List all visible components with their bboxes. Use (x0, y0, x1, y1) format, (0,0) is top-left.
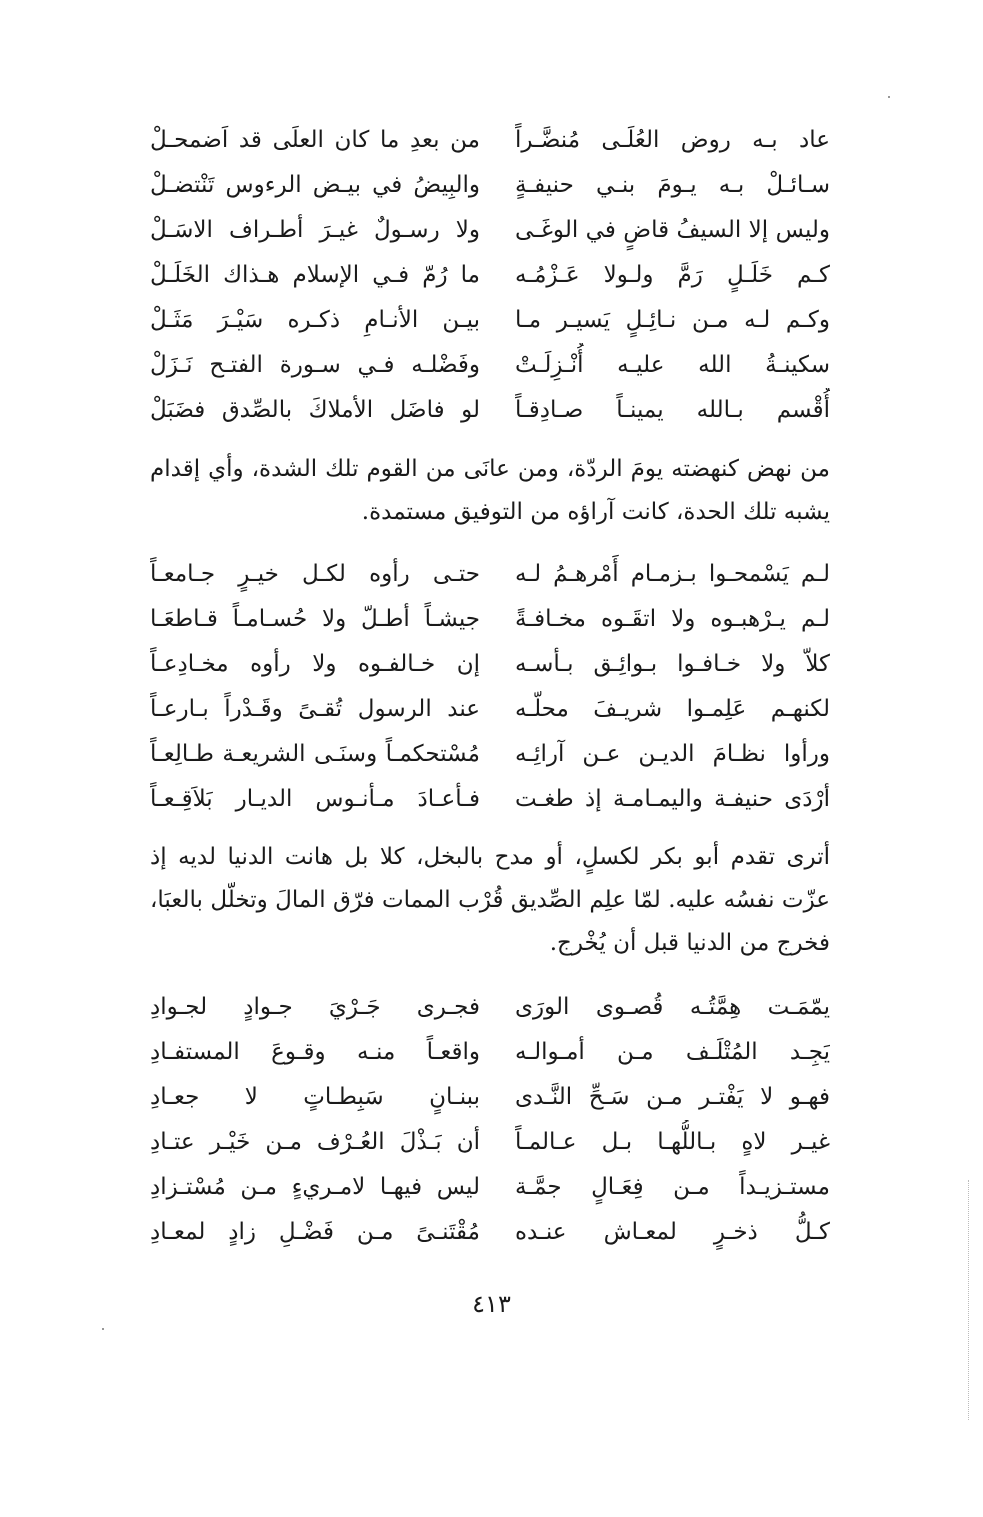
verse-second-hemistich: ببنـانٍ سَبِطـاتٍ لا جعـادِ (150, 1084, 480, 1110)
verse-first-hemistich: كـم خَلَـلٍ رَمَّ ولـولا عَـزْمُـه (515, 262, 830, 288)
verse-first-hemistich: وليس إلا السيفُ قاضٍ في الوغَـى (515, 217, 830, 243)
poem-section-1 (150, 118, 830, 433)
verse-first-hemistich: أُقْسم بـالله يمينـاً صـادِقـاً (515, 397, 830, 423)
verse-second-hemistich: لو فاضَل الأملاكَ بالصِّدق فضَبَلْ (150, 397, 480, 423)
verse-row (150, 552, 830, 597)
verse-row (150, 343, 830, 388)
prose-paragraph-2: أترى تقدم أبو بكر لكسلٍ، أو مدح بالبخل، كلا بل هانت الدنيا لديه إذ عزّت نفسُه عليه. لمّا علِم الصِّديق قُرْب الممات فرّق المالَ وتخلّل بالعبَا، فخرج من الدنيا قبل أن يُخْرج. (150, 844, 830, 956)
verse-first-hemistich: يمّمَـت هِمَّتُـه قُصـوى الورَى (515, 994, 830, 1020)
verse-first-hemistich: كلاّ ولا خـافـوا بـوائِـق بـأسـه (515, 651, 830, 677)
verse-row (150, 298, 830, 343)
verse-second-hemistich: فجـرى جَـرْيَ جـوادٍ لجـوادِ (150, 994, 480, 1020)
verse-row (150, 163, 830, 208)
verse-first-hemistich: ورأوا نظـامَ الديـن عـن آرائِـه (515, 741, 830, 767)
verse-second-hemistich: إن خـالفـوه ولا رأوه مخـادِعـاً (150, 651, 480, 677)
verse-row (150, 1075, 830, 1120)
verse-second-hemistich: والبِيضُ في بيـض الرءوس تَنْتضـلْ (150, 172, 480, 198)
verse-row (150, 1210, 830, 1255)
verse-second-hemistich: من بعدِ ما كان العلَى قد اَضمحـلْ (150, 127, 480, 153)
verse-first-hemistich: فهـو لا يَفْتـر مـن سَـحِّ النَّـدى (515, 1084, 830, 1110)
verse-first-hemistich: لـم يـرْهبـوه ولا اتقَـوه مخـافـةً (515, 606, 830, 632)
verse-first-hemistich: وكـم لـه مـن نـائِـلٍ يَسيـر مـا (515, 307, 830, 333)
verse-second-hemistich: فـأعـادَ مـأنـوس الديـار بَلاَقِـعـاً (150, 786, 480, 812)
verse-row (150, 253, 830, 298)
poem-section-3 (150, 985, 830, 1255)
verse-second-hemistich: عند الرسول تُقـىً وقَـدْراً بـارعـاً (150, 696, 480, 722)
verse-second-hemistich: وفَضْلـه فـي سـورة الفتـح نَـزَلْ (150, 352, 480, 378)
scan-edge-line (967, 1180, 969, 1420)
verse-row (150, 208, 830, 253)
verse-row (150, 1165, 830, 1210)
poem-section-2 (150, 552, 830, 822)
verse-row (150, 388, 830, 433)
verse-row (150, 118, 830, 163)
verse-second-hemistich: مُسْتحكمـاً وسنَـى الشريعـة طـالِعـاً (150, 741, 480, 767)
verse-first-hemistich: كـلُّ ذخـرٍ لمعـاش عنـده (515, 1219, 830, 1245)
verse-first-hemistich: أرْدَى حنيفـة واليمـامـة إذ طغـت (515, 786, 830, 812)
verse-first-hemistich: مستـزيـداً مـن فِعَـالٍ جمَّـة (515, 1174, 830, 1200)
verse-row (150, 777, 830, 822)
verse-row (150, 1030, 830, 1075)
verse-second-hemistich: أن بَـذْلَ العُـرْف مـن خَيْـر عتـادِ (150, 1129, 480, 1155)
verse-second-hemistich: حتـى رأوه لكـل خيـرٍ جـامعـاً (150, 561, 480, 587)
verse-first-hemistich: يَجِـد المُتْلَـف مـن أمـوالـه (515, 1039, 830, 1065)
verse-row (150, 687, 830, 732)
verse-second-hemistich: ما رُمّ فـي الإسلام هـذاك الخَلَـلْ (150, 262, 480, 288)
verse-first-hemistich: عاد بـه روض العُلَـى مُنضَّـراً (515, 127, 830, 153)
verse-second-hemistich: ليس فيهـا لامـريءٍ مـن مُسْتـزادِ (150, 1174, 480, 1200)
verse-row (150, 985, 830, 1030)
verse-first-hemistich: سـائـلْ بـه يـومَ بنـي حنيفـةٍ (515, 172, 830, 198)
scan-speck (888, 96, 890, 98)
verse-second-hemistich: ولا رسـولٌ غيـرَ أطـراف الاسَـلْ (150, 217, 480, 243)
document-page (150, 118, 830, 1255)
prose-paragraph-1: من نهض كنهضته يومَ الردّة، ومن عانَى من القوم تلك الشدة، وأي إقدام يشبه تلك الحدة، كانت آراؤه من التوفيق مستمدة. (150, 456, 830, 525)
verse-second-hemistich: جيشـاً أطـلّ ولا حُسـامـاً قـاطعَـا (150, 606, 480, 632)
verse-row (150, 1120, 830, 1165)
verse-first-hemistich: لـم يَسْمحـوا بـزمـام أَمْرهـمُ لـه (515, 561, 830, 587)
verse-second-hemistich: مُقْتَنـىً مـن فَضْـلِ زادٍ لمعـادِ (150, 1219, 480, 1245)
scan-speck (102, 1328, 104, 1330)
verse-second-hemistich: بيـن الأنـامِ ذكـره سَيْـرَ مَثَـلْ (150, 307, 480, 333)
verse-first-hemistich: لكنهـم عَلِمـوا شريـفَ محلّـه (515, 696, 830, 722)
page-number: ٤١٣ (472, 1290, 511, 1318)
verse-first-hemistich: غيـر لاهٍ بـاللُّهـا بـل عـالمـاً (515, 1129, 830, 1155)
verse-first-hemistich: سكينـةُ الله عليـه أُنْـزِلَـتْ (515, 352, 830, 378)
verse-row (150, 642, 830, 687)
verse-row (150, 732, 830, 777)
verse-second-hemistich: واقعـاً منـه وقـوعَ المستفـادِ (150, 1039, 480, 1065)
verse-row (150, 597, 830, 642)
